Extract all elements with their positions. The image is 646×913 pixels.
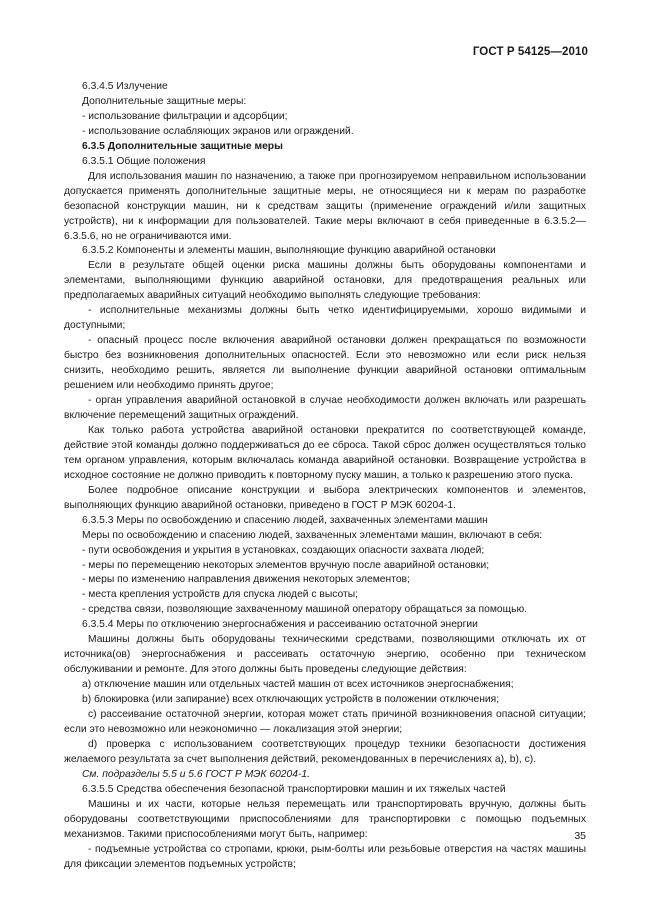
section-heading: 6.3.5.1 Общие положения (82, 155, 206, 167)
document-body (64, 80, 586, 873)
section-heading: 6.3.5.3 Меры по освобождению и спасению людей, захваченных элементами машин (82, 514, 488, 526)
list-item: - средства связи, позволяющие захваченному машиной оператору обращаться за помощью. (82, 604, 528, 616)
list-item: - пути освобождения и укрытия в установках, создающих опасности захвата людей; (82, 544, 485, 556)
reference-note: См. подразделы 5.5 и 5.6 ГОСТ Р МЭК 60204-1. (82, 768, 310, 780)
list-item: - подъемные устройства со стропами, крюки, рым-болты или резьбовые отверстия на частях машины для фиксации элементов подъемных устройств; (64, 843, 586, 870)
enumerated-item: а) отключение машин или отдельных частей машин от всех источников энергоснабжения; (82, 679, 514, 691)
list-item: - меры по изменению направления движения некоторых элементов; (82, 574, 410, 586)
section-heading: 6.3.5.2 Компоненты и элементы машин, выполняющие функцию аварийной остановки (82, 245, 496, 257)
paragraph: Как только работа устройства аварийной остановки прекратится по соответствующей команде, действие этой команды должно поддерживаться до ее сброса. Такой сброс должен осуществляться только тем органом управления, которым включалась команда аварийной остановки. Возвращение устройства в исходное состояние не должно приводить к повторному пуску машин, а только к разрешению этого пуска. (64, 424, 586, 481)
list-item: - использование ослабляющих экранов или ограждений. (82, 125, 354, 137)
enumerated-item: с) рассеивание остаточной энергии, которая может стать причиной возникновения опасной ситуации; если это невозможно или неэкономично — локализация этой энергии; (64, 709, 586, 735)
list-item: - орган управления аварийной остановкой в случае необходимости должен включать или разрешать включение перемещений защитных ограждений. (64, 395, 586, 421)
paragraph: Машины должны быть оборудованы техническими средствами, позволяющими отключать их от источника(ов) энергоснабжения и рассеивать остаточную энергию, особенно при техническом обслуживании и ремонте. Для этого должны быть проведены следующие действия: (64, 634, 586, 676)
paragraph: Более подробное описание конструкции и выбора электрических компонентов и элементов, выполняющих функцию аварийной остановки, приведено в ГОСТ Р МЭК 60204-1. (64, 484, 586, 511)
section-heading: 6.3.4.5 Излучение (82, 81, 168, 92)
section-title-bold: 6.3.5 Дополнительные защитные меры (82, 140, 283, 152)
list-item: - меры по перемещению некоторых элементов вручную после аварийной остановки; (82, 559, 490, 571)
paragraph: Дополнительные защитные меры: (82, 95, 247, 107)
enumerated-item: b) блокировка (или запирание) всех отключающих устройств в положении отключения; (82, 694, 500, 706)
document-header: ГОСТ Р 54125—2010 (472, 46, 588, 58)
list-item: - использование фильтрации и адсорбции; (82, 110, 288, 122)
enumerated-item: d) проверка с использованием соответствующих процедур техники безопасности достижения желаемого результата за счет выполнения действий, рекомендованных в перечислениях а), b), с). (64, 738, 586, 765)
page-number: 35 (574, 830, 586, 842)
paragraph: Меры по освобождению и спасению людей, захваченных элементами машин, включают в себя: (82, 529, 543, 541)
section-heading: 6.3.5.5 Средства обеспечения безопасной транспортировки машин и их тяжелых частей (82, 783, 506, 795)
paragraph: Для использования машин по назначению, а также при прогнозируемом неправильном использовании допускается применять дополнительные защитные меры, не относящиеся ни к мерам по разработке безопасной конструкции машин, ни к средствам защиты (применение ограждений и/или защитных устройств), ни к информации для пользователей. Такие меры включают в себя приведенные в 6.3.5.2—6.3.5.6, но не ограничиваются ими. (64, 170, 586, 242)
paragraph: Если в результате общей оценки риска машины должны быть оборудованы компонентами и элементами, выполняющими функцию аварийной остановки, для предотвращения реальных или предполагаемых аварийных ситуаций необходимо выполнять следующие требования: (64, 260, 586, 302)
list-item: - опасный процесс после включения аварийной остановки должен прекращаться по возможности быстро без возникновения дополнительных опасностей. Если это невозможно или если риск нельзя снизить, необходимо решить, является ли выполнение функции аварийной остановки оптимальным решением или необходимо принять другое; (64, 335, 586, 392)
paragraph: Машины и их части, которые нельзя перемещать или транспортировать вручную, должны быть оборудованы соответствующими приспособлениями для транспортировки с помощью подъемных механизмов. Такими приспособлениями могут быть, например: (64, 798, 586, 840)
list-item: - места крепления устройств для спуска людей с высоты; (82, 589, 359, 601)
list-item: - исполнительные механизмы должны быть четко идентифицируемыми, хорошо видимыми и доступными; (64, 305, 586, 332)
section-heading: 6.3.5.4 Меры по отключению энергоснабжения и рассеиванию остаточной энергии (82, 619, 478, 631)
